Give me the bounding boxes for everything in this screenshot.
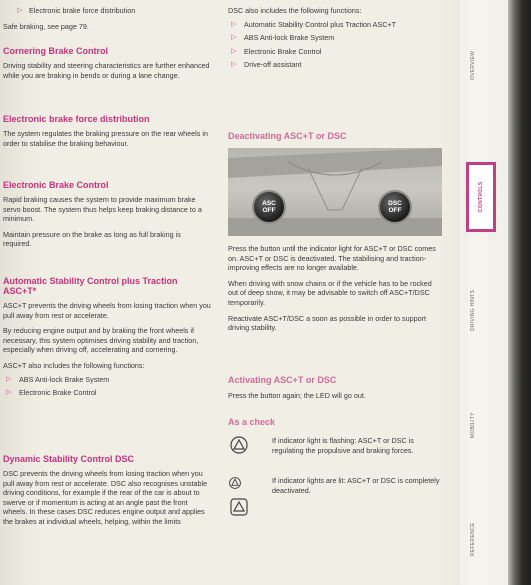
bullet-triangle-icon: ▷: [231, 47, 237, 55]
list-item: ▷ Drive-off assistant: [231, 60, 302, 70]
list-item: ▷ Electronic Brake Control: [231, 46, 322, 56]
console-photo: [228, 148, 442, 236]
tab-overview[interactable]: OVERVIEW: [470, 50, 476, 80]
tab-controls[interactable]: CONTROLS: [466, 162, 496, 232]
warning-triangle-box-icon: [230, 498, 248, 516]
activate-heading: Activating ASC+T or DSC: [228, 375, 337, 385]
bullet-triangle-icon: ▷: [6, 375, 12, 383]
list-item: ▷ ABS Anti-lock Brake System: [6, 374, 110, 384]
list-item: ▷ ABS Anti-lock Brake System: [231, 33, 335, 43]
list-item: ▷ Electronic Brake Control: [6, 388, 97, 398]
check-flashing-text: If indicator light is flashing: ASC+T or DSC is regulating the propulsive and braking forces.: [272, 436, 414, 455]
deactivate-heading: Deactivating ASC+T or DSC: [228, 131, 347, 141]
see-page-text: Safe braking, see page 79.: [3, 21, 89, 31]
bullet-triangle-icon: ▷: [231, 61, 237, 69]
dsc-heading: Dynamic Stability Control DSC: [3, 454, 135, 464]
bullet-triangle-icon: ▷: [231, 34, 237, 42]
ebc-text-2: Maintain pressure on the brake as long as full braking is required.: [3, 229, 181, 249]
ebc-text: Rapid braking causes the system to provide maximum brake servo boost. The system thus helps keep braking distance to a minimum.: [3, 195, 202, 224]
deactivate-text: Press the button until the indicator light for ASC+T or DSC comes on. ASC+T or DSC is deactivated. The stabilising and traction-improving effects are no longer available.: [228, 244, 436, 273]
warning-triangle-icon: [228, 476, 242, 490]
activate-text: Press the button again; the LED will go out.: [228, 390, 366, 400]
ebd-heading: Electronic brake force distribution: [3, 114, 150, 124]
deactivate-text-3: Reactivate ASC+T/DSC a soon as possible in order to support driving stability.: [228, 313, 426, 333]
cornering-text: Driving stability and steering characteristics are further enhanced while you are braking in bends or during a lane change.: [3, 61, 210, 80]
cornering-heading: Cornering Brake Control: [3, 46, 109, 56]
tab-reference[interactable]: REFERENCE: [470, 522, 476, 557]
tab-driving-hints[interactable]: DRIVING HINTS: [470, 289, 476, 331]
tab-mobility[interactable]: MOBILITY: [470, 412, 476, 438]
bullet-triangle-icon: ▷: [17, 7, 23, 14]
asc-off-button[interactable]: ASC OFF: [252, 190, 286, 224]
list-item: ▷ Electronic brake force distribution: [17, 6, 136, 15]
bullet-triangle-icon: ▷: [231, 20, 237, 28]
asc-heading: Automatic Stability Control plus Traction ASC+T*: [3, 276, 178, 296]
warning-triangle-icon: [230, 436, 248, 454]
deactivate-text-2: When driving with snow chains or if the vehicle has to be rocked out of deep snow, it may be advisable to switch off ASC+T/DSC temporarily.: [228, 278, 432, 307]
dsc-functions-intro: DSC also includes the following functions:: [228, 6, 362, 15]
ebc-heading: Electronic Brake Control: [3, 180, 109, 190]
check-heading: As a check: [228, 417, 276, 427]
asc-text-2: By reducing engine output and by braking the front wheels if necessary, this system optimises driving stability and traction, especially when driving off, accelerating and cornering.: [3, 326, 199, 355]
page-edge-shadow: [508, 0, 531, 585]
ebd-text: The system regulates the braking pressure on the rear wheels in order to stabilise the braking behaviour.: [3, 129, 208, 148]
dsc-off-button[interactable]: DSC OFF: [378, 190, 412, 224]
asc-text-3: ASC+T also includes the following functions:: [3, 360, 145, 370]
dsc-text: DSC prevents the driving wheels from losing traction when you pull away from rest or accelerate. DSC also recognises unstable driving conditions, for example if the rear of the car is about to swerve or if momentum is acting at an angle past the front wheels. In these cases DSC reduces engine output and applies the brakes at individual wheels, helping, within the limits: [3, 469, 208, 526]
list-item: ▷ Automatic Stability Control plus Traction ASC+T: [231, 19, 396, 29]
check-lit-text: If indicator lights are lit: ASC+T or DSC is completely deactivated.: [272, 476, 440, 495]
bullet-triangle-icon: ▷: [6, 389, 12, 397]
asc-text: ASC+T prevents the driving wheels from losing traction when you pull away from rest or accelerate.: [3, 301, 211, 320]
